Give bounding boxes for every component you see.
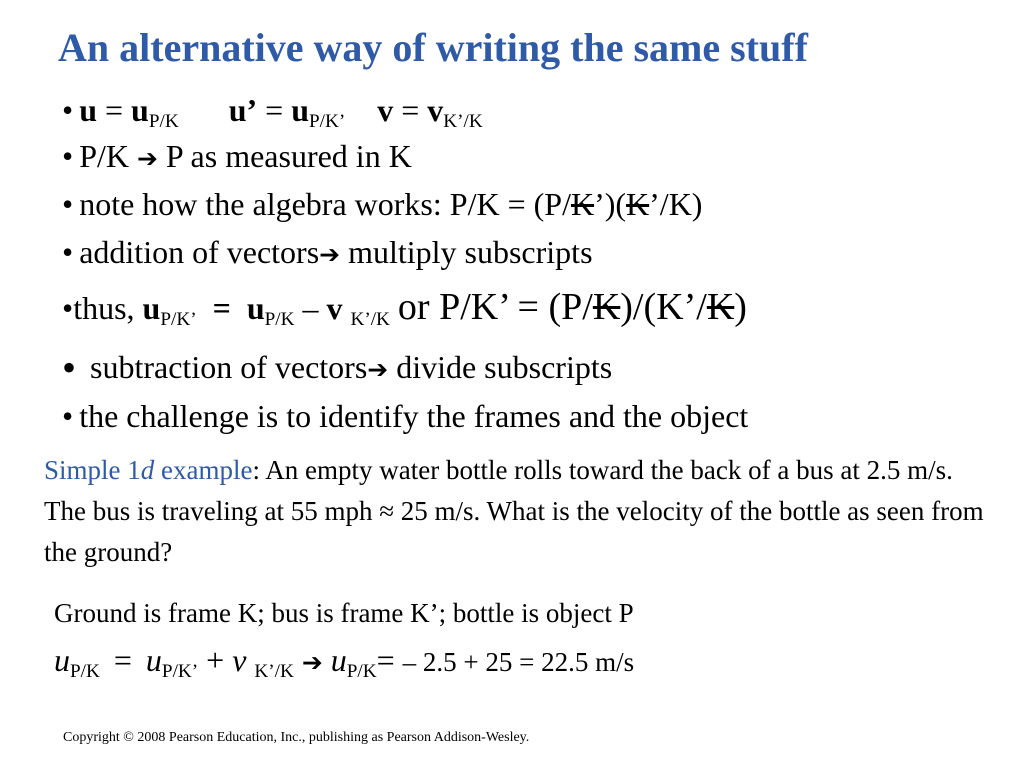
bullet-text: the challenge is to identify the frames and the object (79, 398, 749, 434)
equals: = (105, 92, 124, 128)
var-u: u (142, 290, 161, 326)
subscript: P/K (264, 309, 295, 331)
subscript: P/K’ (161, 661, 199, 683)
equals: = (265, 92, 284, 128)
bullet-glyph: • (62, 345, 77, 390)
example-body: : An empty water bottle rolls toward the back of a bus at 2.5 m/s. The bus is traveling at 55 mph ≈ 25 m/s. What is the velocity of the bottle as seen from the ground? (44, 455, 984, 567)
var-v: v (326, 290, 343, 326)
bullet-glyph: • (62, 398, 74, 434)
bullet-glyph: • (62, 234, 74, 270)
equals: = (212, 290, 231, 326)
var-v: v (427, 92, 444, 128)
minus: – (302, 290, 319, 326)
equals: = (401, 92, 420, 128)
bullet-glyph: • (62, 186, 74, 222)
example-label: example (154, 455, 253, 485)
bullet-algebra (62, 188, 702, 220)
cancelled-k: K (592, 286, 621, 328)
bullet-text: ) (734, 286, 747, 328)
bullet-glyph: • (62, 290, 74, 326)
slide-title: An alternative way of writing the same stuff (58, 25, 808, 70)
example-label-d: d (140, 455, 155, 485)
bullet-thus (62, 286, 747, 331)
bullet-text: )/(K’/ (620, 286, 707, 328)
bullet-glyph: • (62, 138, 74, 174)
bullet-text: ’/K) (649, 186, 703, 222)
right-arrow-icon: ➔ (367, 355, 389, 384)
var-u-prime: u’ (228, 92, 258, 128)
equals: = (376, 642, 395, 678)
subscript: K’/K (443, 111, 483, 133)
var-v: v (232, 642, 247, 678)
subscript: P/K’ (160, 309, 197, 331)
bullet-glyph: • (62, 92, 74, 128)
bullet-definitions (62, 92, 483, 133)
subscript: P/K (70, 661, 100, 683)
velocity-equation (54, 642, 635, 683)
cancelled-k: K (570, 186, 595, 222)
var-u: u (291, 92, 309, 128)
bullet-pk-meaning (62, 140, 412, 172)
subscript: P/K (148, 111, 179, 133)
var-u: u (79, 92, 97, 128)
bullet-text: multiply subscripts (348, 234, 593, 270)
bullet-text: subtraction of vectors (90, 349, 368, 385)
bullet-text: thus, (73, 290, 135, 326)
var-v: v (377, 92, 394, 128)
equation-result: – 2.5 + 25 = 22.5 m/s (402, 647, 635, 677)
bullet-text: note how the algebra works: P/K = (P/ (79, 186, 571, 222)
bullet-text: addition of vectors (79, 234, 320, 270)
subscript: P/K’ (309, 111, 346, 133)
example-paragraph (44, 450, 984, 573)
right-arrow-icon: ➔ (137, 144, 158, 173)
equals: = (113, 642, 132, 678)
bullet-text: or P/K’ = (P/ (397, 286, 593, 328)
var-u: u (145, 642, 162, 678)
var-u: u (330, 642, 347, 678)
right-arrow-icon: ➔ (301, 648, 323, 677)
var-u: u (54, 642, 70, 678)
frames-statement: Ground is frame K; bus is frame K’; bottle is object P (54, 598, 634, 628)
bullet-text: P as measured in K (165, 138, 412, 174)
bullet-challenge (62, 400, 748, 432)
subscript: P/K (346, 661, 377, 683)
copyright-notice: Copyright © 2008 Pearson Education, Inc., publishing as Pearson Addison-Wesley. (63, 730, 530, 745)
var-u: u (246, 290, 265, 326)
subscript: K’/K (254, 661, 294, 683)
var-u: u (131, 92, 149, 128)
bullet-text: P/K (79, 138, 129, 174)
example-label: Simple 1 (44, 455, 141, 485)
bullet-addition (62, 236, 593, 268)
bullet-text: divide subscripts (396, 349, 613, 385)
cancelled-k: K (706, 286, 735, 328)
subscript: K’/K (350, 309, 390, 331)
bullet-subtraction (62, 345, 613, 390)
plus: + (206, 642, 225, 678)
right-arrow-icon: ➔ (319, 240, 341, 269)
bullet-text: ’)( (594, 186, 627, 222)
cancelled-k: K (626, 186, 650, 222)
